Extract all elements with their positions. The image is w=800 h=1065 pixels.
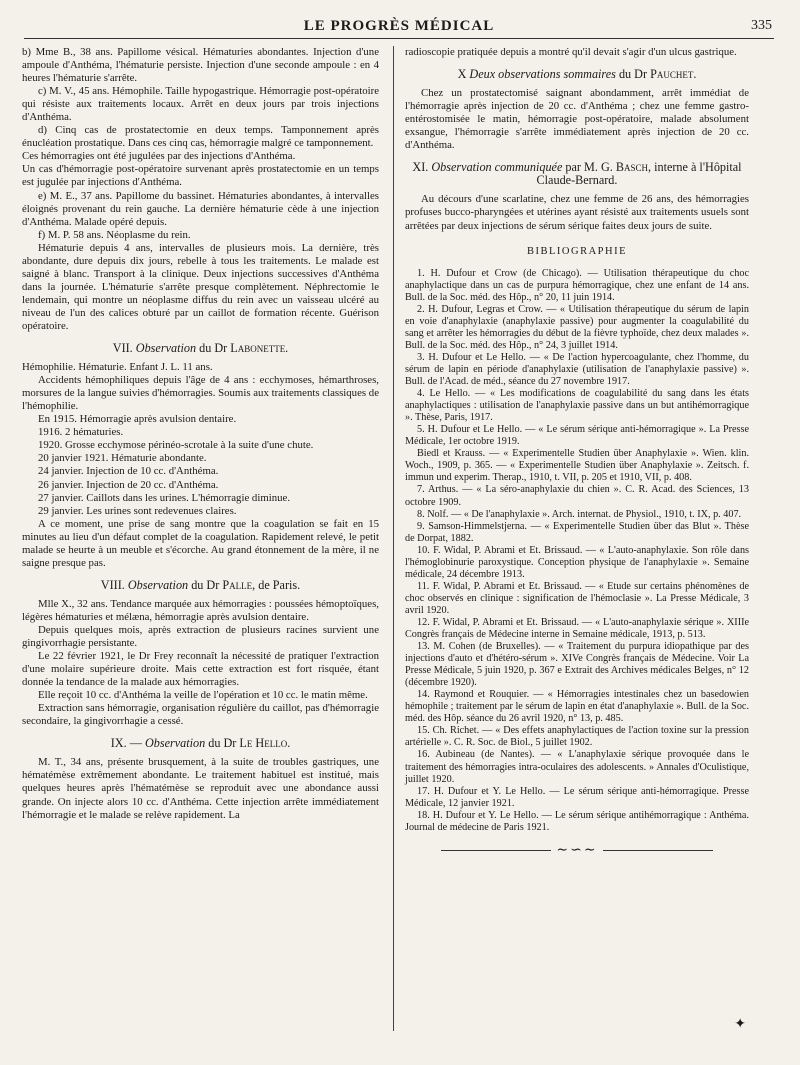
obs-paragraph: A ce moment, une prise de sang montre que la coagulation se fait en 15 minutes au lieu d'un défaut complet de la coagulation. Rapidement relevé, le petit malade se heurte à un meuble et s'écorche. Au grand étonnement de la mère, il ne saigne presque pas. <box>22 517 379 569</box>
column-divider <box>393 46 394 1031</box>
case-paragraph: Un cas d'hémorragie post-opératoire survenant après prostatectomie en un temps est jugulée par injections d'Anthéma. <box>22 163 379 189</box>
section-heading-obs8: VIII. Observation du Dr Palle, de Paris. <box>100 577 301 592</box>
bibliography-entry: 1. H. Dufour et Crow (de Chicago). — Utilisation thérapeutique du choc anaphylactique dans un cas de purpura hémorragique, chez une enfant de 14 ans. Bull. de la Soc. méd. des Hôp., n° 20, 11 juin 1914. <box>405 267 749 303</box>
bibliography-entry: 18. H. Dufour et Y. Le Hello. — Le sérum sérique antihémorragique : Anthéma. Journal de médecine de Paris 1921. <box>405 809 749 833</box>
obs-paragraph: 26 janvier. Injection de 20 cc. d'Anthéma. <box>38 478 219 491</box>
bibliography-entry: 5. H. Dufour et Le Hello. — « Le sérum sérique anti-hémorragique ». La Presse Médicale, 1er octobre 1919. <box>405 424 749 448</box>
case-paragraph: d) Cinq cas de prostatectomie en deux temps. Tamponnement après énucléation prostatique. Dans ces cinq cas, hémorragie malgré ce tamponnement. <box>22 124 379 150</box>
section-heading-obs10: X Deux observations sommaires du Dr Pauchet. <box>457 67 697 82</box>
obs-paragraph: Au décours d'une scarlatine, chez une femme de 26 ans, des hémorragies profuses bucco-pharyngées et utérines ayant résisté aux traitements usuels sont arrêtées par deux injections de sérum sérique faites deux jours de suite. <box>405 193 749 232</box>
bibliography-entry: 17. H. Dufour et Y. Le Hello. — Le sérum sérique anti-hémorragique. Presse Médicale, 12 janvier 1921. <box>405 785 749 809</box>
obs-paragraph: 1920. Grosse ecchymose périnéo-scrotale à la suite d'une chute. <box>38 439 314 452</box>
case-paragraph: e) M. E., 37 ans. Papillome du bassinet. Hématuries abondantes, à intervalles éloignés provenant du rein gauche. La dernière hématurie cède à une injection d'Anthéma. Malade opéré depuis. <box>22 189 379 228</box>
case-paragraph: c) M. V., 45 ans. Hémophile. Taille hypogastrique. Hémorragie post-opératoire qui résiste aux traitements locaux. Arrêt en deux jours par trois injections d'Anthéma. <box>22 85 379 124</box>
case-paragraph: b) Mme B., 38 ans. Papillome vésical. Hématuries abondantes. Injection d'une ampoule d'Anthéma, l'hématurie persiste. Injection d'une seconde ampoule : en 4 heures l'hématurie s'arrête. <box>22 46 379 85</box>
page-number: 335 <box>751 18 772 33</box>
bibliography-entry: 12. F. Widal, P. Abrami et Et. Brissaud. — « L'auto-anaphylaxie sérique ». XIIIe Congrès français de Médecine interne in Semaine médicale, 1913, p. 513. <box>405 616 749 641</box>
bibliography-entry: 4. Le Hello. — « Les modifications de coagulabilité du sang dans les états anaphylactiques : utilisation de l'anaphylaxie passive dans un but antihémorragique ». Thèse, Paris, 1917. <box>405 388 749 424</box>
bibliography-list <box>405 268 749 834</box>
bibliography-entry: 9. Samson-Himmelstjerna. — « Experimentelle Studien über das Blut ». Thèse de Dorpat, 1882. <box>405 520 749 544</box>
bibliography-entry: 8. Nolf. — « De l'anaphylaxie ». Arch. internat. de Physiol., 1910, t. IX, p. 407. <box>417 508 742 520</box>
case-paragraph: Hématurie depuis 4 ans, intervalles de plusieurs mois. La dernière, très abondante, dure depuis dix jours, rebelle à tous les traitements. Le malade est saigné à blanc. Transport à la clinique. Deux injections successives d'Anthéma dans la journée. L'hématurie s'arrête presque complètement. Néphrectomie le lendemain, qui montre un néoplasme diffus du rein avec un vaisseau ulcéré au niveau de l'un des calices obturé par un caillot de formation récente. Guérison opératoire. <box>22 241 379 332</box>
section-heading-obs9: IX. — Observation du Dr Le Hello. <box>110 736 291 751</box>
obs-paragraph: M. T., 34 ans, présente brusquement, à la suite de troubles gastriques, une hématémèse extrêmement abondante. Le traitement habituel est institué, mais quelques heures après l'hématémèse se reproduit avec une abondance aussi grande. On injecte alors 10 cc. d'Anthéma. Cette injection arrête immédiatement l'hémorragie et le malade se relève rapidement. La <box>22 756 379 821</box>
bibliography-heading: BIBLIOGRAPHIE <box>527 245 627 257</box>
obs-paragraph: Hémophilie. Hématurie. Enfant J. L. 11 ans. <box>22 361 213 374</box>
case-paragraphs <box>22 46 379 333</box>
obs-paragraph: Depuis quelques mois, après extraction de plusieurs racines survient une gingivorrhagie persistante. <box>22 623 379 650</box>
bibliography-entry: 13. M. Cohen (de Bruxelles). — « Traitement du purpura idiopathique par des injections d'auto et d'hétéro-sérum ». XIVe Congrès français de Médecine. Voir La Presse Médicale, 5 juin 1920, p. 367 e Extrait des Archives médicales Belges, n° 12 (décembre 1920). <box>405 641 749 689</box>
obs-paragraph: 20 janvier 1921. Hématurie abondante. <box>38 452 207 465</box>
bibliography-entry: Biedl et Krauss. — « Experimentelle Studien über Anaphylaxie ». Wien. klin. Woch., 1909, p. 365. — « Experimentelle Studien über Anaphylaxie ». Zeitsch. f. immun und experim. Therap., 1910, t. VII, p. 205 et 1910, VII, p. 408. <box>405 448 749 484</box>
section-heading-obs7: VII. Observation du Dr Labonette. <box>112 341 289 356</box>
star-ornament-icon: ✦ <box>734 1017 746 1032</box>
continued-paragraph: radioscopie pratiquée depuis a montré qu'il devait s'agir d'un ulcus gastrique. <box>405 46 737 58</box>
left-column <box>22 46 379 822</box>
case-paragraph: Ces hémorragies ont été jugulées par des injections d'Anthéma. <box>22 150 296 163</box>
bibliography-entry: 3. H. Dufour et Le Hello. — « De l'action hypercoagulante, chez l'homme, du sérum de lapin en période d'anaphylaxie (utilisation de l'anaphylaxie passive) ». Bull. de l'Acad. de méd., séance du 27 novembre 1917. <box>405 351 749 388</box>
journal-title: LE PROGRÈS MÉDICAL <box>303 18 495 34</box>
running-header <box>24 16 774 39</box>
section-heading-obs11: XI. Observation communiquée par M. G. Basch, interne à l'Hôpital Claude-Bernard. <box>412 160 742 188</box>
right-column <box>405 46 749 857</box>
obs-paragraph: 27 janvier. Caillots dans les urines. L'hémorragie diminue. <box>38 491 291 504</box>
case-paragraph: f) M. P. 58 ans. Néoplasme du rein. <box>38 228 191 241</box>
bibliography-entry: 10. F. Widal, P. Abrami et Et. Brissaud. — « L'auto-anaphylaxie. Son rôle dans l'hémoglobinurie paroxystique. Conception physique de l'anaphylaxie ». Semaine médicale, 24 décembre 1913. <box>405 544 749 580</box>
obs-paragraph: Elle reçoit 10 cc. d'Anthéma la veille de l'opération et 10 cc. le matin même. <box>38 689 368 702</box>
obs-paragraph: 1916. 2 hématuries. <box>38 426 124 439</box>
bibliography-entry: 16. Aubineau (de Nantes). — « L'anaphylaxie sérique provoquée dans le traitement des hémorragies intra-oculaires des adolescents. » Annales d'Oculistique, juillet 1920. <box>405 749 749 785</box>
bibliography-entry: 7. Arthus. — « La séro-anaphylaxie du chien ». C. R. Acad. des Sciences, 13 octobre 1909. <box>405 484 749 508</box>
obs-paragraph: Extraction sans hémorragie, organisation régulière du caillot, pas d'hémorragie secondaire, la gingivorrhagie a cessé. <box>22 702 379 728</box>
obs-paragraph: Le 22 février 1921, le Dr Frey reconnaît la nécessité de pratiquer l'extraction d'une molaire supérieure droite. Mais cette extraction est fort risquée, étant donnée la tendance de la malade aux hémorragies. <box>22 650 379 689</box>
end-flourish-ornament: ∼∽∼ <box>405 844 749 857</box>
obs-paragraph: Accidents hémophiliques depuis l'âge de 4 ans : ecchymoses, hémarthroses, morsures de la langue suivies d'hémorragies. Soumis aux traitements classiques de l'hémophilie. <box>22 374 379 413</box>
bibliography-entry: 2. H. Dufour, Legras et Crow. — « Utilisation thérapeutique du sérum de lapin en voie d'anaphylaxie (anaphylaxie passive) pour augmenter la coagulabilité du sang et arrêter les hémorragies du début de la fièvre typhoïde, chez deux malades ». Bull. de la Soc. méd. des Hôp., n° 24, 3 juillet 1914. <box>405 303 749 351</box>
obs-paragraph: Mlle X., 32 ans. Tendance marquée aux hémorragies : poussées hémoptoïques, légères hématuries et mélæna, hémorragie après avulsion dentaire. <box>22 597 379 623</box>
obs-paragraph: En 1915. Hémorragie après avulsion dentaire. <box>38 413 237 426</box>
bibliography-entry: 15. Ch. Richet. — « Des effets anaphylactiques de l'action toxine sur la pression artérielle ». C. R. Soc. de Biol., 5 juillet 1902. <box>405 725 749 749</box>
obs-paragraph: 24 janvier. Injection de 10 cc. d'Anthéma. <box>38 465 219 478</box>
bibliography-entry: 11. F. Widal, P. Abrami et Et. Brissaud. — « Etude sur certains phénomènes de choc observés en clinique : signification de l'hémoclasie ». La Presse Médicale, 3 avril 1920. <box>405 580 749 616</box>
bibliography-entry: 14. Raymond et Rouquier. — « Hémorragies intestinales chez un basedowien hémophile ; traitement par le sérum de lapin en état d'anaphylaxie ». Bull. de la Soc. méd. des Hôp. séance du 26 avril 1920, n° 13, p. 485. <box>405 689 749 725</box>
obs-paragraph: 29 janvier. Les urines sont redevenues claires. <box>38 504 237 517</box>
obs-paragraph: Chez un prostatectomisé saignant abondamment, arrêt immédiat de l'hémorragie après injection de 20 cc. d'Anthéma ; chez une femme gastro-entérostomisée le matin, hémorragie post-opératoire, malade absolument exsangue, l'hémorragie s'arrête immédiatement après injection de 20 cc. d'Anthéma. <box>405 87 749 152</box>
